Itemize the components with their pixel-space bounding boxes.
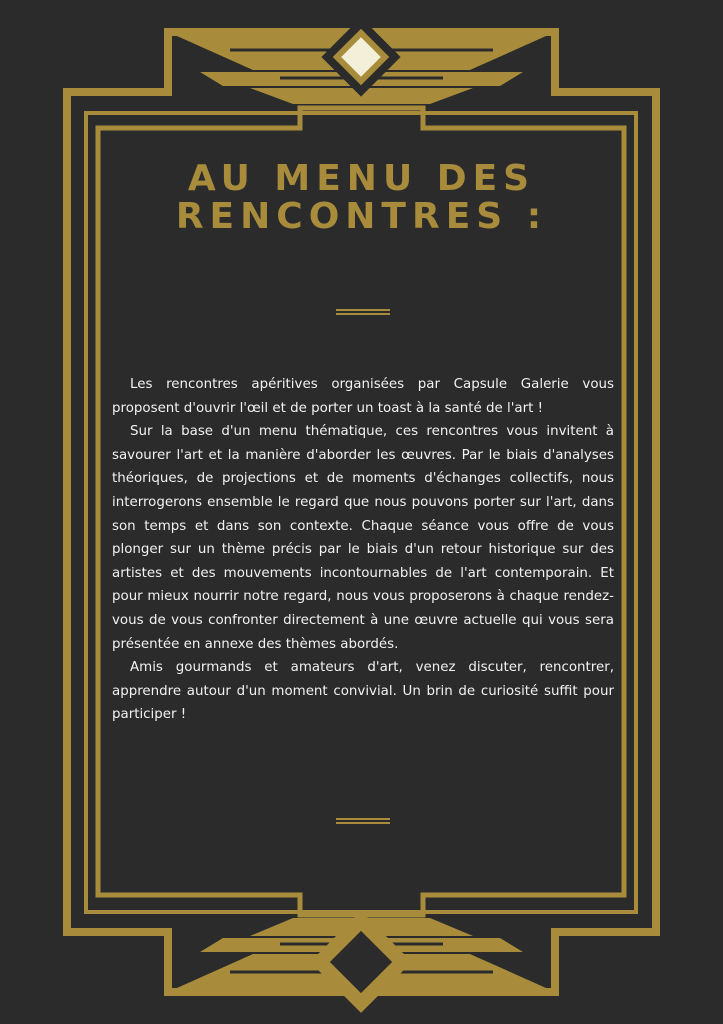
paragraph-2: Sur la base d'un menu thématique, ces rencontres vous invitent à savourer l'art et la manière d'aborder les œuvres. Par le biais d'analyses théoriques, de projections et de moments d'échanges collectifs, nous interrogerons ensemble le regard que nous pouvons porter sur l'art, dans son temps et dans son contexte. Chaque séance vous offre de vous plonger sur un thème précis par le biais d'un retour historique sur des artistes et des mouvements incontournables de l'art contemporain. Et pour mieux nourrir notre regard, nous vous proposerons à chaque rendez-vous de vous confronter directement à une œuvre actuelle qui vous sera présentée en annexe des thèmes abordés. xyxy=(112,424,614,652)
top-divider xyxy=(336,309,390,315)
bottom-divider xyxy=(336,818,390,824)
page-title xyxy=(110,160,613,236)
paragraph-3: Amis gourmands et amateurs d'art, venez discuter, rencontrer, apprendre autour d'un moment convivial. Un brin de curiosité suffit pour participer ! xyxy=(112,660,614,723)
body-text xyxy=(112,373,614,727)
title-line-1: AU MENU DES xyxy=(187,158,536,199)
title-line-2: RENCONTRES : xyxy=(175,196,548,237)
paragraph-1: Les rencontres apéritives organisées par Capsule Galerie vous proposent d'ouvrir l'œil et de porter un toast à la santé de l'art ! xyxy=(112,377,614,416)
